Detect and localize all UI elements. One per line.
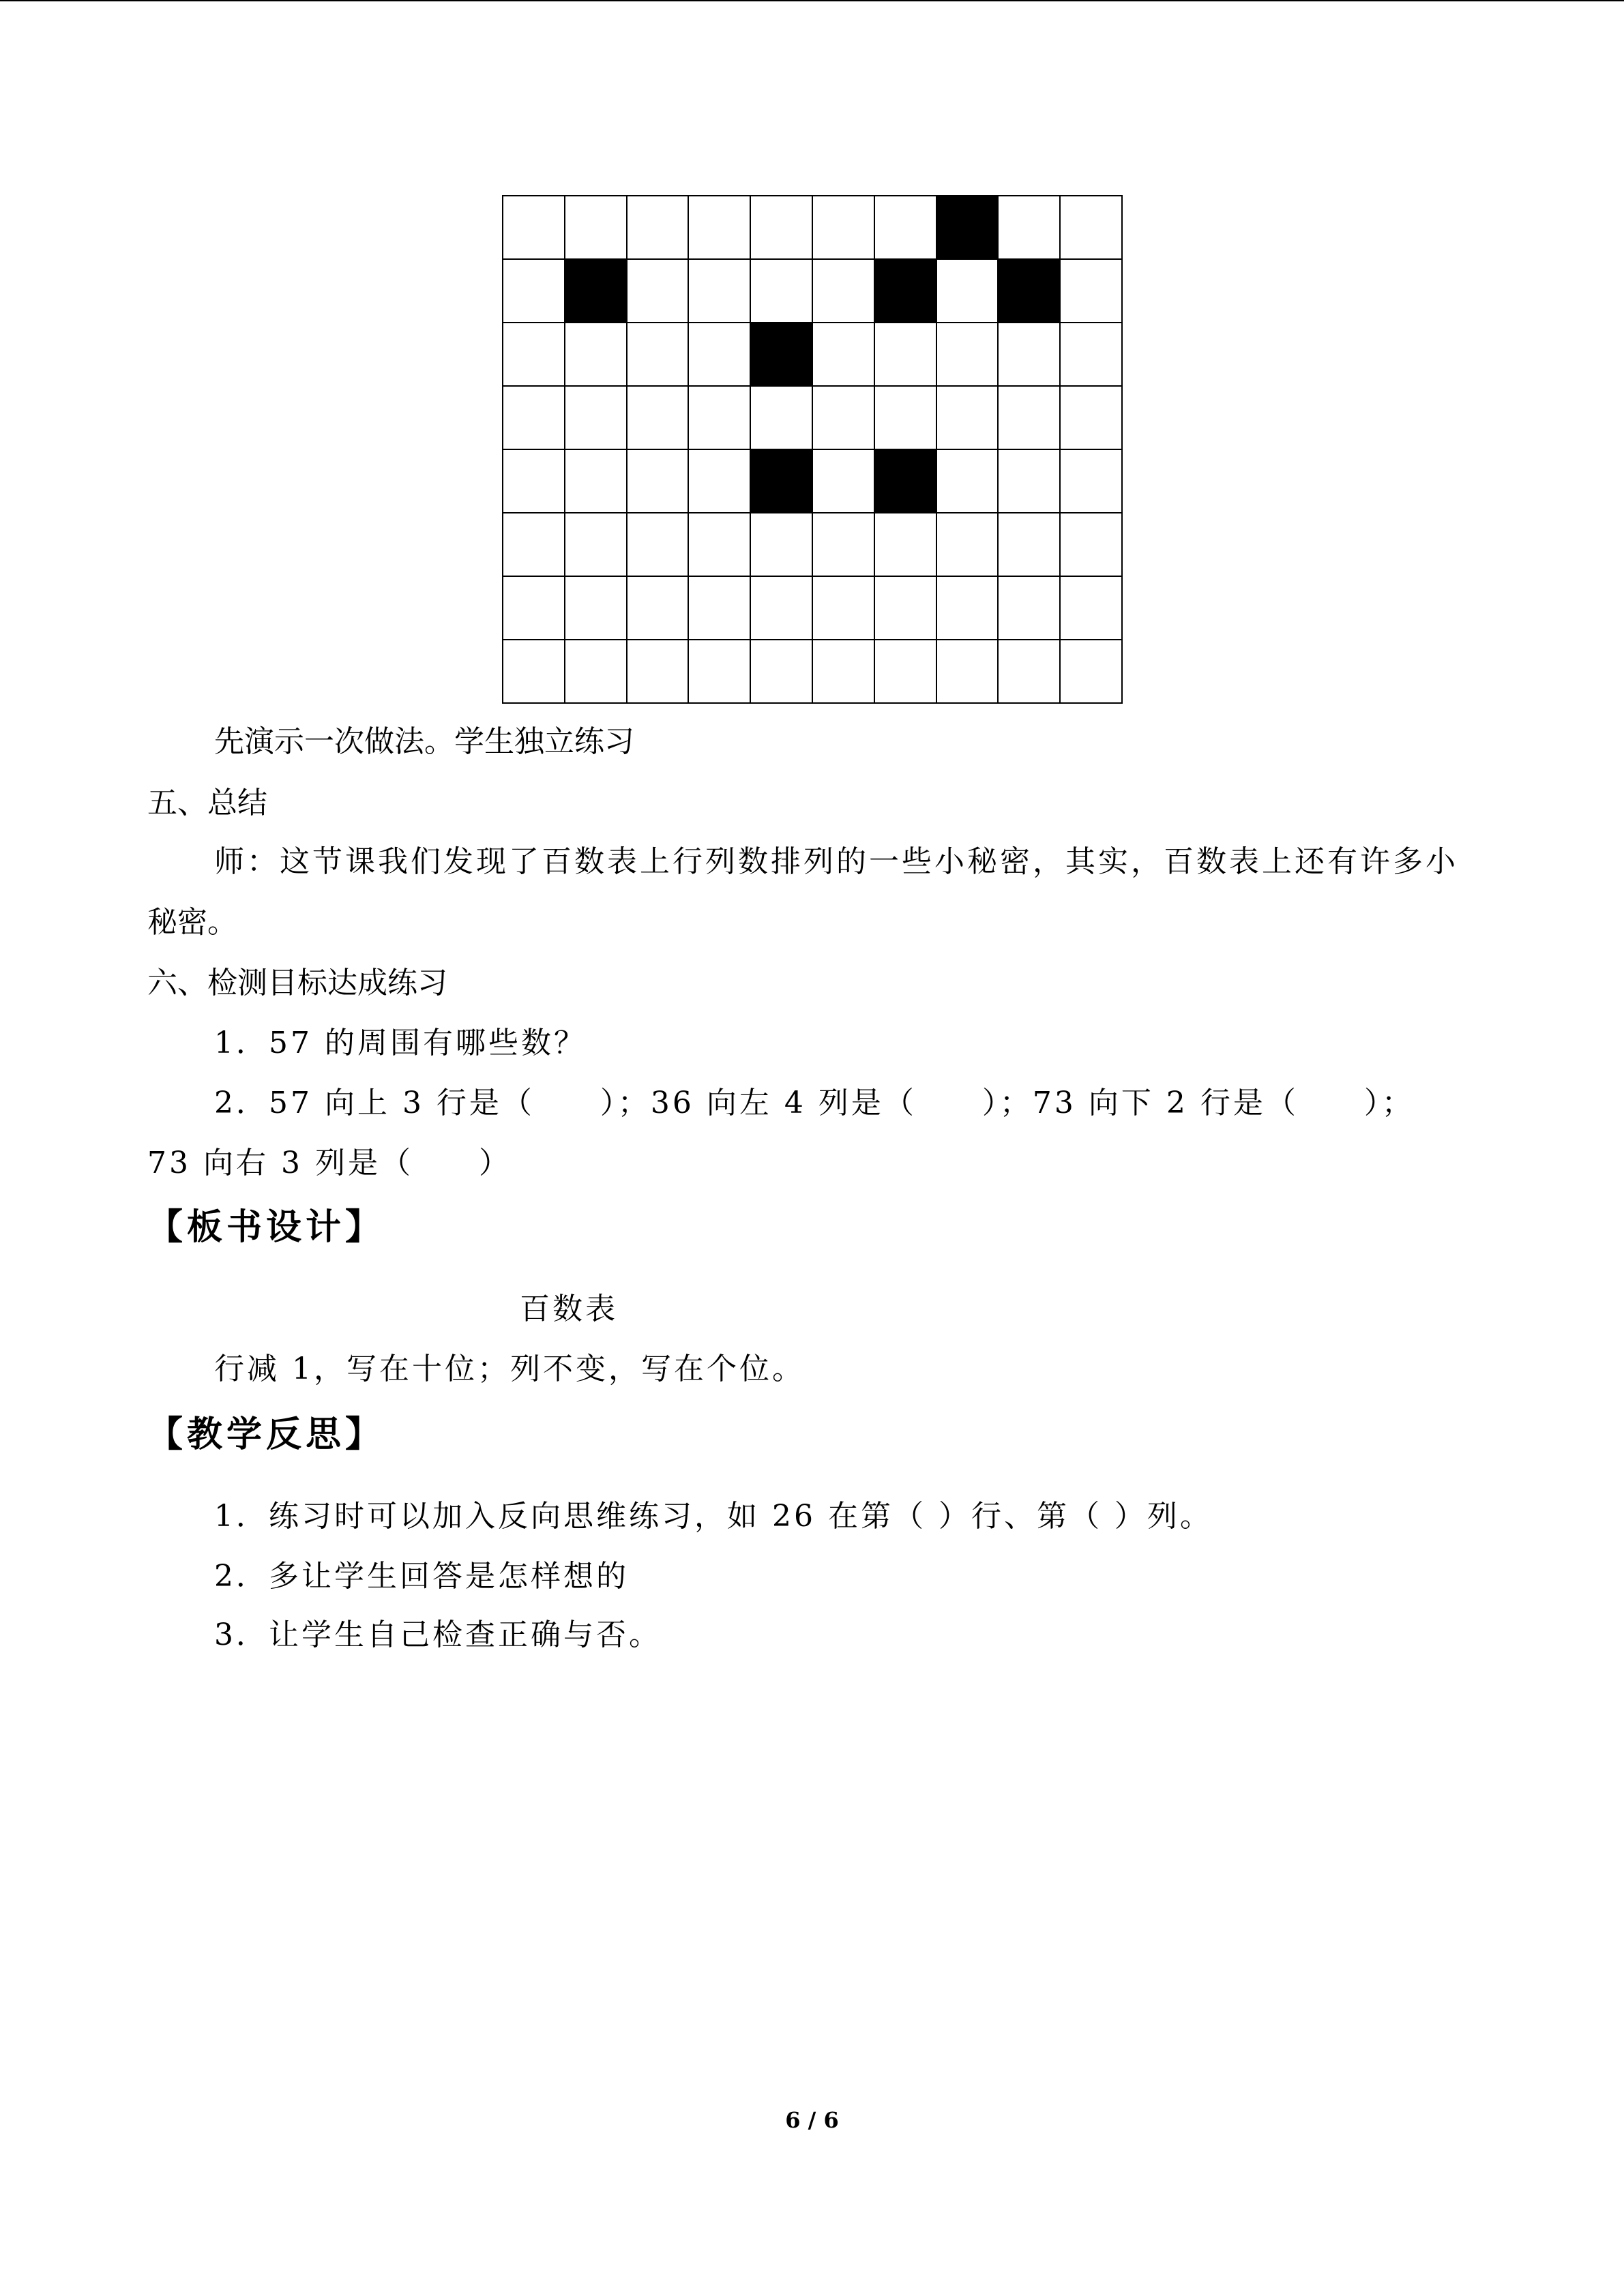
grid-cell: [813, 323, 875, 387]
grid-cell: [628, 323, 690, 387]
grid-cell: [689, 577, 751, 640]
grid-cell: [689, 196, 751, 260]
grid-cell: [628, 387, 690, 450]
page-number: 6 / 6: [785, 2107, 839, 2133]
section-5-heading: 五、总结: [147, 786, 267, 820]
grid-cell: [875, 387, 937, 450]
grid-cell: [628, 577, 690, 640]
demo-text: 先演示一次做法。学生独立练习: [214, 724, 634, 759]
grid-cell: [751, 513, 813, 577]
grid-cell: [689, 387, 751, 450]
grid-cell: [813, 260, 875, 323]
grid-cell: [937, 513, 999, 577]
grid-cell: [999, 640, 1061, 704]
grid-cell: [628, 260, 690, 323]
grid-cell: [999, 513, 1061, 577]
grid-cell: [503, 387, 565, 450]
question-2-line-2: 73 向右 3 列是（ ）: [147, 1146, 512, 1180]
grid-cell: [937, 450, 999, 513]
grid-cell: [1061, 577, 1123, 640]
summary-line-1: 师：这节课我们发现了百数表上行列数排列的一些小秘密，其实，百数表上还有许多小: [214, 844, 1458, 879]
grid-cell: [689, 323, 751, 387]
grid-cell: [565, 387, 628, 450]
reflection-item-3: 3．让学生自己检查正确与否。: [214, 1617, 662, 1652]
summary-line-2: 秘密。: [147, 905, 237, 940]
grid-cell: [503, 323, 565, 387]
grid-cell-filled: [751, 323, 813, 387]
grid-cell: [813, 387, 875, 450]
grid-cell: [813, 196, 875, 260]
grid-cell: [813, 577, 875, 640]
grid-cell: [999, 387, 1061, 450]
grid-cell: [628, 450, 690, 513]
grid-cell: [503, 260, 565, 323]
grid-cell: [813, 513, 875, 577]
grid-cell: [689, 640, 751, 704]
grid-cell-filled: [937, 196, 999, 260]
grid-cell: [751, 640, 813, 704]
grid-cell: [565, 196, 628, 260]
grid-cell: [565, 323, 628, 387]
grid-cell-filled: [999, 260, 1061, 323]
grid-cell: [875, 640, 937, 704]
reflection-item-1: 1．练习时可以加入反向思维练习，如 26 在第（ ）行、第（ ）列。: [214, 1499, 1213, 1534]
grid-cell: [937, 323, 999, 387]
grid-cell: [937, 577, 999, 640]
grid-cell: [875, 513, 937, 577]
grid-cell: [503, 196, 565, 260]
grid-cell: [689, 513, 751, 577]
grid-cell: [689, 260, 751, 323]
grid-cell: [1061, 513, 1123, 577]
board-rule: 行减 1，写在十位；列不变，写在个位。: [214, 1352, 805, 1386]
grid-cell: [751, 577, 813, 640]
question-2-line-1: 2．57 向上 3 行是（ ）；36 向左 4 列是（ ）；73 向下 2 行是（ ）；: [214, 1086, 1415, 1120]
hundred-chart-grid: [502, 195, 1123, 704]
grid-cell: [751, 260, 813, 323]
grid-cell: [875, 323, 937, 387]
grid-cell-filled: [565, 260, 628, 323]
grid-cell: [1061, 323, 1123, 387]
section-6-heading: 六、检测目标达成练习: [147, 966, 447, 1000]
question-1: 1．57 的周围有哪些数？: [214, 1026, 587, 1060]
grid-cell: [503, 513, 565, 577]
grid-cell: [751, 196, 813, 260]
grid-cell: [565, 577, 628, 640]
board-design-heading: 【板书设计】: [147, 1206, 385, 1248]
grid-cell: [628, 513, 690, 577]
grid-cell: [565, 450, 628, 513]
grid-cell: [503, 450, 565, 513]
grid-cell: [937, 260, 999, 323]
grid-cell: [1061, 450, 1123, 513]
grid-cell: [503, 640, 565, 704]
grid-cell: [999, 196, 1061, 260]
grid-cell: [751, 387, 813, 450]
grid-cell: [1061, 196, 1123, 260]
grid-cell-filled: [751, 450, 813, 513]
grid-cell: [628, 640, 690, 704]
grid-cell: [1061, 387, 1123, 450]
grid-cell: [937, 387, 999, 450]
grid-cell: [875, 577, 937, 640]
grid-cell: [689, 450, 751, 513]
grid-cell: [937, 640, 999, 704]
reflection-item-2: 2．多让学生回答是怎样想的: [214, 1559, 629, 1594]
grid-cell-filled: [875, 260, 937, 323]
grid-cell: [565, 513, 628, 577]
grid-cell: [813, 450, 875, 513]
grid-cell-filled: [875, 450, 937, 513]
grid-cell: [503, 577, 565, 640]
grid-cell: [999, 577, 1061, 640]
board-title: 百数表: [520, 1292, 618, 1326]
reflection-heading: 【教学反思】: [147, 1414, 385, 1455]
grid-cell: [565, 640, 628, 704]
grid-cell: [875, 196, 937, 260]
grid-cell: [1061, 260, 1123, 323]
grid-cell: [1061, 640, 1123, 704]
grid-cell: [999, 450, 1061, 513]
grid-cell: [999, 323, 1061, 387]
page-top-border: [0, 0, 1624, 1]
grid-cell: [813, 640, 875, 704]
grid-cell: [628, 196, 690, 260]
